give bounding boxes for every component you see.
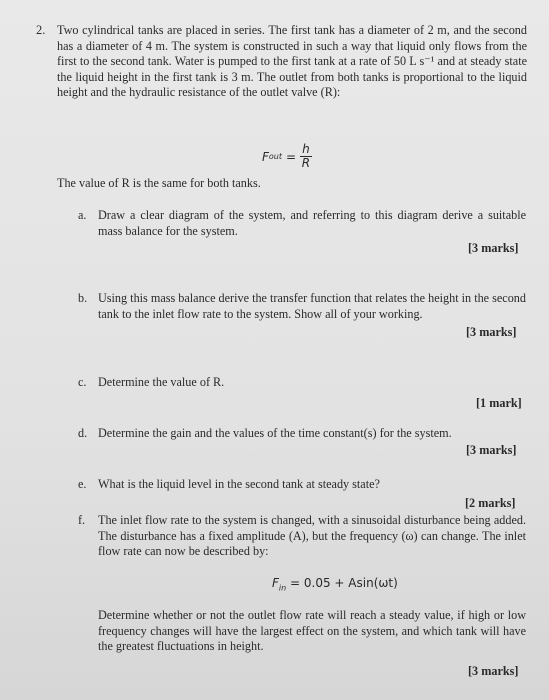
part-f: [78, 513, 528, 565]
part-b: [78, 291, 528, 325]
part-a-text: Draw a clear diagram of the system, and referring to this diagram derive a suitable mass balance for the system.: [98, 208, 526, 238]
part-e-letter: e.: [78, 477, 87, 491]
part-d-letter: d.: [78, 426, 88, 440]
formula-denominator: R: [301, 156, 311, 170]
part-d-text: Determine the gain and the values of the time constant(s) for the system.: [98, 426, 452, 440]
part-b-text: Using this mass balance derive the transfer function that relates the height in the second tank to the inlet flow rate to the system. Show all of your working.: [98, 291, 526, 321]
formula-lhs-sub: out: [268, 152, 283, 161]
resistance-note: The value of R is the same for both tanks.: [57, 176, 261, 190]
part-c-letter: c.: [78, 375, 87, 389]
part-e-marks: [2 marks]: [465, 496, 516, 510]
formula-equals: =: [286, 149, 297, 164]
part-f-text: The inlet flow rate to the system is changed, with a sinusoidal disturbance being added. The disturbance has a fixed amplitude (A), but the frequency (ω) can change. The inlet flow rate can now be described by:: [98, 513, 526, 559]
part-c-text: Determine the value of R.: [98, 375, 225, 389]
part-f-letter: f.: [78, 513, 86, 527]
formula-numerator: h: [302, 142, 310, 156]
part-d: [78, 426, 528, 442]
formula-fraction: [300, 143, 312, 170]
inlet-flow-formula: [272, 576, 398, 592]
part-a: [78, 208, 528, 242]
part-a-marks: [3 marks]: [468, 241, 519, 255]
formula-lhs: F: [262, 149, 269, 164]
part-c: [78, 375, 528, 391]
fin-rhs: = 0.05 + Asin(ωt): [290, 576, 398, 590]
part-b-marks: [3 marks]: [466, 325, 517, 339]
question-number: 2.: [36, 23, 46, 37]
part-a-letter: a.: [78, 208, 87, 222]
question-intro: Two cylindrical tanks are placed in series. The first tank has a diameter of 2 m, and the second has a diameter of 4 m. The system is constructed in such a way that liquid only flows from the first to the second tank. Water is pumped to the first tank at a rate of 50 L s⁻¹ and at steady state the liquid height in the first tank is 3 m. The outlet from both tanks is proportional to the liquid height and the hydraulic resistance of the outlet valve (R):: [57, 23, 527, 100]
part-e: [78, 477, 528, 493]
part-f-followup-text: Determine whether or not the outlet flow rate will reach a steady value, if high or low frequency changes will have the largest effect on the system, and which tank will have the greatest fluctuations in height.: [98, 608, 526, 654]
fin-lhs-sub: in: [278, 583, 287, 593]
part-f-followup: [98, 608, 528, 660]
part-f-marks: [3 marks]: [468, 664, 519, 678]
fin-lhs: F: [272, 576, 279, 590]
part-c-marks: [1 mark]: [476, 396, 522, 410]
part-e-text: What is the liquid level in the second tank at steady state?: [98, 477, 380, 491]
part-b-letter: b.: [78, 291, 88, 305]
outlet-flow-formula: [262, 143, 312, 170]
part-d-marks: [3 marks]: [466, 443, 517, 457]
